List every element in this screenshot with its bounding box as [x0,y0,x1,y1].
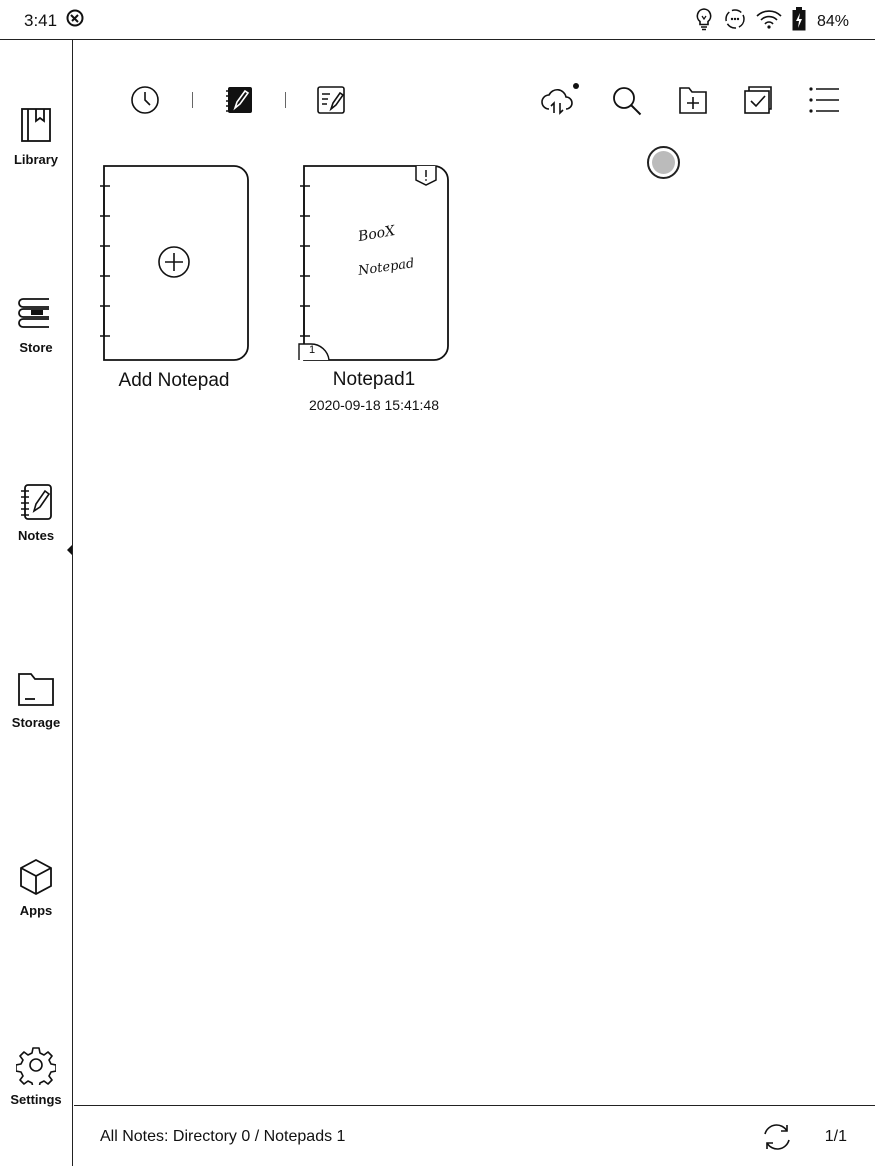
refresh-mode-icon[interactable] [723,7,747,36]
sidebar-item-settings[interactable] [0,1045,72,1107]
notebook-title: Add Notepad [118,370,230,391]
sidebar-item-apps[interactable] [0,858,72,918]
sidebar-item-label: Store [19,340,53,355]
handwriting-line: BooX [356,222,397,246]
sidebar [0,40,73,1166]
sidebar-item-label: Storage [11,715,61,730]
sidebar-item-label: Notes [17,528,55,543]
sidebar-item-storage[interactable] [0,670,72,730]
search-button[interactable] [611,85,643,122]
tab-notes[interactable] [316,85,346,120]
list-view-button[interactable] [808,85,840,120]
refresh-button[interactable] [760,1120,794,1159]
floating-ball-core [652,151,675,174]
bottom-bar [74,1105,875,1166]
recent-icon [130,85,160,120]
sidebar-item-store[interactable] [0,295,72,355]
status-time: 3:41 [24,11,58,30]
add-notepad-card[interactable] [96,162,256,369]
notepad1-card[interactable] [296,162,456,369]
notebook-date: 2020-09-18 15:41:48 [309,397,439,413]
new-folder-icon [678,85,708,120]
select-button[interactable] [743,85,773,120]
sidebar-item-library[interactable] [0,107,72,167]
sidebar-item-label: Library [13,152,59,167]
floating-ball-button[interactable] [647,146,680,179]
active-indicator [67,545,72,555]
cloud-sync-icon [540,85,574,120]
new-folder-button[interactable] [678,85,708,120]
notebook-cover [96,162,256,364]
tab-divider [192,92,193,108]
cube-icon [18,858,54,901]
refresh-icon [760,1120,794,1154]
select-icon [743,85,773,120]
sync-notification-dot [573,83,579,89]
notes-summary: All Notes: Directory 0 / Notepads 1 [100,1128,346,1145]
tab-recent[interactable] [130,85,160,120]
status-bar [0,0,875,40]
sidebar-item-label: Apps [19,903,53,918]
book-icon [19,107,53,150]
bulb-icon[interactable] [693,7,715,36]
store-icon [17,295,55,338]
list-view-icon [808,85,840,120]
folder-icon [16,670,56,713]
sync-status-icon [66,9,84,32]
battery-percent: 84% [816,12,849,30]
battery-icon [791,6,807,37]
search-icon [611,85,643,122]
page-indicator[interactable]: 1/1 [824,1128,847,1145]
sidebar-item-label: Settings [10,1092,62,1107]
sidebar-item-notes[interactable] [0,483,72,543]
tab-notebooks[interactable] [224,85,254,120]
handwriting-line: Notepad [357,256,416,279]
note-edit-icon [316,85,346,120]
notebook-title: Notepad1 [332,369,416,390]
notes-icon [17,483,55,526]
tab-divider [285,92,286,108]
page-count-badge: 1 [309,344,316,356]
gear-icon [16,1045,56,1090]
cloud-sync-button[interactable] [540,85,574,120]
wifi-icon[interactable] [755,7,783,36]
notebook-icon [224,85,254,120]
